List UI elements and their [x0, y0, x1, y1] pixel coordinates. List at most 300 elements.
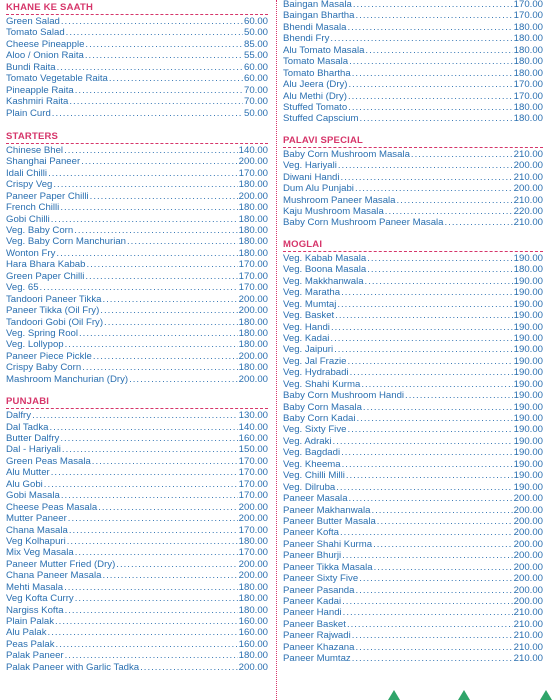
dot-leader — [98, 502, 237, 513]
menu-item — [283, 402, 543, 413]
menu-item-name: Veg. Baby Corn — [6, 225, 74, 236]
dot-leader — [350, 367, 513, 378]
menu-item-price: 180.00 — [238, 593, 268, 605]
menu-item — [283, 550, 543, 561]
menu-item-name: Mushroom Paneer Masala — [283, 194, 396, 206]
menu-item — [6, 294, 268, 305]
menu-item-price: 60.00 — [243, 61, 268, 73]
menu-item — [6, 570, 268, 581]
menu-item-price: 200.00 — [513, 538, 543, 550]
menu-item-name: Stuffed Capscium — [283, 113, 359, 125]
menu-item-name: Green Peas Masala — [6, 455, 91, 467]
menu-item-price: 180.00 — [238, 247, 268, 259]
menu-item-price: 170.00 — [513, 10, 543, 22]
dot-leader — [373, 539, 513, 550]
dot-leader — [127, 236, 238, 247]
dot-leader — [67, 536, 238, 547]
dot-leader — [355, 642, 512, 653]
menu-item — [6, 582, 268, 593]
menu-item — [6, 339, 268, 350]
menu-item-price: 190.00 — [513, 275, 543, 287]
menu-item — [283, 253, 543, 264]
menu-item-name: Veg. Boona Masala — [283, 264, 367, 276]
dot-leader — [102, 294, 237, 305]
menu-item-name: Bhendi Masala — [283, 21, 347, 33]
menu-item — [283, 113, 543, 124]
menu-item — [6, 225, 268, 236]
section-items — [283, 253, 543, 665]
menu-item-name: Mutter Paneer — [6, 513, 67, 525]
menu-item-name: Mashroom Manchurian (Dry) — [6, 373, 129, 385]
menu-item — [6, 271, 268, 282]
menu-item — [6, 605, 268, 616]
menu-item-price: 180.00 — [238, 236, 268, 248]
menu-item — [283, 527, 543, 538]
dot-leader — [342, 459, 513, 470]
dot-leader — [343, 607, 513, 618]
menu-item-name: Veg. Spring Rool — [6, 327, 78, 339]
dot-leader — [330, 33, 512, 44]
menu-item-name: Veg Kolhapuri — [6, 535, 66, 547]
menu-item — [6, 433, 268, 444]
menu-item-price: 180.00 — [238, 179, 268, 191]
dot-leader — [342, 596, 513, 607]
menu-item — [283, 310, 543, 321]
menu-item — [283, 276, 543, 287]
dot-leader — [102, 570, 237, 581]
dot-leader — [69, 96, 243, 107]
menu-item-price: 50.00 — [243, 107, 268, 119]
dot-leader — [75, 547, 238, 558]
menu-item-name: Veg. Dilruba — [283, 481, 336, 493]
menu-item-price: 200.00 — [513, 550, 543, 562]
menu-item-name: Palak Paneer — [6, 650, 64, 662]
menu-item — [6, 410, 268, 421]
menu-item-name: Peas Palak — [6, 638, 55, 650]
menu-item — [283, 562, 543, 573]
dot-leader — [85, 50, 243, 61]
menu-item-price: 210.00 — [513, 217, 543, 229]
menu-item-price: 170.00 — [238, 270, 268, 282]
dot-leader — [342, 550, 513, 561]
menu-item-name: Butter Dalfry — [6, 433, 60, 444]
menu-item-name: Veg Kofta Curry — [6, 593, 74, 605]
menu-item-name: Paneer Mutter Fried (Dry) — [6, 558, 116, 570]
dot-leader — [104, 317, 238, 328]
dot-leader — [411, 149, 513, 160]
menu-item-name: Cheese Peas Masala — [6, 501, 98, 513]
menu-item — [6, 248, 268, 259]
menu-item-name: Palak Paneer with Garlic Tadka — [6, 661, 140, 673]
dot-leader — [79, 328, 238, 339]
menu-item — [6, 374, 268, 385]
menu-item-name: Dum Alu Punjabi — [283, 183, 354, 195]
menu-item-price: 170.00 — [513, 90, 543, 102]
menu-item — [283, 630, 543, 641]
menu-item-price: 200.00 — [238, 570, 268, 582]
menu-item-name: Paneer Paper Chilli — [6, 190, 89, 202]
menu-item-name: Kashmiri Raita — [6, 96, 69, 108]
menu-item-name: Green Salad — [6, 16, 60, 27]
menu-item — [6, 536, 268, 547]
menu-item — [6, 50, 268, 61]
menu-item — [6, 282, 268, 293]
menu-item-price: 180.00 — [513, 44, 543, 56]
menu-item-name: Chinese Bhel — [6, 144, 64, 156]
menu-item-price: 200.00 — [513, 493, 543, 505]
menu-item-price: 200.00 — [238, 156, 268, 168]
dot-leader — [335, 310, 512, 321]
dot-leader — [93, 351, 238, 362]
menu-item — [283, 516, 543, 527]
menu-item-name: Gobi Chilli — [6, 213, 50, 225]
dot-leader — [360, 113, 513, 124]
menu-item — [283, 482, 543, 493]
dot-leader — [92, 456, 238, 467]
menu-item-name: Veg. Lollypop — [6, 339, 64, 351]
menu-item-price: 190.00 — [513, 344, 543, 356]
menu-item — [283, 653, 543, 664]
dot-leader — [349, 493, 513, 504]
section-items — [6, 145, 268, 385]
dot-leader — [330, 333, 512, 344]
menu-item-name: Paneer Kadai — [283, 596, 342, 607]
menu-item-price: 180.00 — [513, 67, 543, 79]
menu-item — [6, 525, 268, 536]
menu-item-name: Plain Curd — [6, 107, 51, 119]
dot-leader — [355, 10, 512, 21]
section-heading: PUNJABI — [6, 396, 268, 409]
menu-item-name: Veg. Kabab Masala — [283, 252, 367, 264]
menu-item — [283, 68, 543, 79]
leaf-ornament-icon — [388, 690, 400, 700]
menu-item-price: 180.00 — [238, 535, 268, 547]
menu-item-price: 210.00 — [513, 641, 543, 653]
menu-item-price: 170.00 — [513, 79, 543, 91]
dot-leader — [337, 299, 512, 310]
menu-item-name: Idali Chilli — [6, 167, 48, 179]
menu-item — [283, 172, 543, 183]
dot-leader — [53, 179, 237, 190]
dot-leader — [75, 85, 243, 96]
menu-item-name: Paneer Mumtaz — [283, 653, 351, 665]
menu-item-name: Tomato Vegetable Raita — [6, 73, 108, 85]
menu-item — [283, 573, 543, 584]
menu-item-name: Veg. Shahi Kurma — [283, 378, 361, 390]
menu-item-price: 210.00 — [513, 653, 543, 665]
dot-leader — [109, 73, 243, 84]
menu-item — [6, 467, 268, 478]
menu-item — [6, 145, 268, 156]
dot-leader — [341, 172, 513, 183]
menu-item-price: 160.00 — [238, 433, 268, 444]
menu-item-price: 170.00 — [238, 282, 268, 294]
menu-item-name: Veg. Kadai — [283, 332, 330, 344]
menu-item — [6, 16, 268, 27]
menu-item-name: Paneer Sixty Five — [283, 573, 359, 585]
section-items — [283, 0, 543, 125]
menu-item-price: 200.00 — [238, 305, 268, 317]
menu-item-name: Veg. Adraki — [283, 435, 332, 447]
dot-leader — [82, 362, 237, 373]
dot-leader — [405, 390, 513, 401]
menu-item — [283, 45, 543, 56]
dot-leader — [56, 248, 237, 259]
menu-item — [283, 160, 543, 171]
dot-leader — [56, 639, 238, 650]
menu-item-price: 190.00 — [513, 367, 543, 379]
menu-item-price: 170.00 — [238, 524, 268, 536]
dot-leader — [367, 253, 512, 264]
menu-item — [283, 413, 543, 424]
dot-leader — [66, 27, 243, 38]
menu-item-name: Tandoori Paneer Tikka — [6, 293, 102, 305]
dot-leader — [100, 305, 237, 316]
dot-leader — [347, 424, 512, 435]
menu-item — [283, 56, 543, 67]
menu-item — [6, 191, 268, 202]
menu-item-price: 210.00 — [513, 607, 543, 619]
menu-item — [283, 459, 543, 470]
menu-item — [283, 102, 543, 113]
dot-leader — [64, 145, 238, 156]
menu-item — [6, 85, 268, 96]
menu-item — [283, 539, 543, 550]
dot-leader — [86, 259, 237, 270]
menu-item — [6, 108, 268, 119]
menu-item-price: 210.00 — [513, 630, 543, 642]
section-khane-ke-saath — [6, 2, 268, 119]
dot-leader — [348, 91, 513, 102]
menu-item-price: 190.00 — [513, 252, 543, 264]
menu-item — [283, 493, 543, 504]
menu-item-price: 200.00 — [238, 661, 268, 673]
menu-item-price: 190.00 — [513, 310, 543, 322]
dot-leader — [90, 191, 238, 202]
dot-leader — [348, 102, 512, 113]
menu-item-name: Paneer Bhurji — [283, 550, 342, 562]
menu-left-column — [6, 0, 268, 673]
menu-item-name: Veg. 65 — [6, 282, 39, 294]
menu-item — [6, 593, 268, 604]
dot-leader — [352, 630, 513, 641]
menu-item-price: 180.00 — [238, 339, 268, 351]
menu-item-price: 190.00 — [513, 435, 543, 447]
menu-item — [283, 217, 543, 228]
menu-item — [283, 79, 543, 90]
menu-item-name: Tomato Salad — [6, 27, 65, 39]
menu-item-name: Paneer Kofta — [283, 527, 340, 539]
menu-item — [283, 596, 543, 607]
menu-item-name: Dal - Hariyali — [6, 444, 61, 456]
menu-item — [6, 73, 268, 84]
menu-item-price: 160.00 — [238, 638, 268, 650]
dot-leader — [374, 562, 513, 573]
menu-item-price: 180.00 — [513, 33, 543, 45]
menu-item-name: Hara Bhara Kabab — [6, 259, 86, 271]
menu-item-price: 160.00 — [238, 627, 268, 639]
menu-item-price: 200.00 — [513, 584, 543, 596]
menu-item — [6, 351, 268, 362]
menu-item-name: Paneer Khazana — [283, 641, 355, 653]
menu-item-price: 200.00 — [238, 350, 268, 362]
dot-leader — [397, 195, 513, 206]
menu-item — [283, 149, 543, 160]
menu-item-price: 190.00 — [513, 321, 543, 333]
menu-item — [6, 650, 268, 661]
menu-item — [283, 424, 543, 435]
menu-item-price: 70.00 — [243, 84, 268, 96]
menu-item-name: Baby Corn Mushroom Masala — [283, 148, 410, 160]
dot-leader — [355, 183, 513, 194]
menu-item-name: Mix Veg Masala — [6, 547, 74, 559]
menu-item-name: Mehti Masala — [6, 581, 64, 593]
menu-item-price: 140.00 — [238, 144, 268, 156]
dot-leader — [338, 160, 513, 171]
menu-item-name: Paneer Basket — [283, 618, 346, 630]
dot-leader — [48, 168, 238, 179]
leaf-ornament-icon — [458, 690, 470, 700]
section-punjabi — [6, 396, 268, 673]
menu-item-name: Baby Corn Mushroom Paneer Masala — [283, 217, 444, 229]
menu-item-name: Alu Methi (Dry) — [283, 90, 347, 102]
menu-item-name: Dal Tadka — [6, 421, 49, 433]
menu-item — [6, 179, 268, 190]
menu-item-name: French Chilli — [6, 202, 60, 214]
menu-item-price: 170.00 — [238, 467, 268, 479]
menu-item — [283, 195, 543, 206]
menu-item-price: 170.00 — [513, 0, 543, 10]
menu-item-name: Plain Palak — [6, 616, 54, 627]
menu-item-name: Veg. Handi — [283, 321, 330, 333]
menu-item-price: 190.00 — [513, 458, 543, 470]
menu-item-price: 190.00 — [513, 481, 543, 493]
menu-item — [6, 502, 268, 513]
menu-item-name: Baby Corn Kadai — [283, 413, 356, 424]
menu-item — [283, 642, 543, 653]
menu-item-price: 70.00 — [243, 96, 268, 108]
dot-leader — [62, 444, 238, 455]
menu-item-price: 190.00 — [513, 355, 543, 367]
column-divider — [276, 0, 277, 700]
menu-item — [283, 367, 543, 378]
menu-item — [6, 168, 268, 179]
menu-item-price: 170.00 — [238, 490, 268, 502]
menu-item — [283, 470, 543, 481]
dot-leader — [352, 68, 513, 79]
menu-item — [6, 62, 268, 73]
dot-leader — [32, 410, 238, 421]
menu-item-price: 180.00 — [513, 21, 543, 33]
menu-item-name: Tomato Masala — [283, 56, 349, 68]
menu-item-price: 190.00 — [513, 298, 543, 310]
menu-item — [283, 322, 543, 333]
menu-item-price: 200.00 — [238, 558, 268, 570]
menu-item — [6, 236, 268, 247]
leaf-ornament-icon — [540, 690, 552, 700]
menu-item — [283, 436, 543, 447]
menu-item-name: Kaju Mushroom Masala — [283, 206, 384, 217]
menu-item — [283, 33, 543, 44]
menu-item-price: 180.00 — [238, 327, 268, 339]
dot-leader — [61, 490, 238, 501]
menu-item-name: Cheese Pineapple — [6, 38, 85, 50]
section-items — [283, 149, 543, 229]
menu-item-name: Veg. Hydrabadi — [283, 367, 349, 379]
menu-item — [283, 390, 543, 401]
dot-leader — [363, 402, 513, 413]
dot-leader — [48, 627, 238, 638]
menu-item-price: 200.00 — [238, 513, 268, 525]
menu-item-price: 200.00 — [513, 160, 543, 172]
menu-item-name: Paneer Rajwadi — [283, 630, 351, 642]
menu-item — [283, 264, 543, 275]
menu-item-name: Veg. Kheema — [283, 458, 341, 470]
dot-leader — [85, 271, 237, 282]
menu-item-name: Paneer Tikka (Oil Fry) — [6, 305, 100, 317]
menu-item-name: Alu Mutter — [6, 467, 50, 479]
menu-item — [6, 639, 268, 650]
section-items — [6, 16, 268, 119]
dot-leader — [377, 516, 513, 527]
menu-item-name: Paneer Masala — [283, 493, 348, 505]
menu-item-name: Veg. Chilli Milli — [283, 470, 345, 482]
menu-item-price: 180.00 — [238, 316, 268, 328]
dot-leader — [116, 559, 237, 570]
menu-item-name: Tomato Bhartha — [283, 67, 351, 79]
menu-item-name: Bhendi Fry — [283, 33, 330, 45]
menu-item — [6, 456, 268, 467]
menu-item-price: 190.00 — [513, 424, 543, 436]
dot-leader — [347, 619, 513, 630]
menu-item-name: Alu Jeera (Dry) — [283, 79, 348, 91]
menu-item — [283, 333, 543, 344]
menu-item — [6, 559, 268, 570]
dot-leader — [81, 156, 238, 167]
menu-item — [6, 513, 268, 524]
section-heading: STARTERS — [6, 131, 268, 144]
menu-item — [6, 39, 268, 50]
dot-leader — [365, 276, 513, 287]
menu-item-price: 200.00 — [513, 561, 543, 573]
menu-item-price: 180.00 — [238, 362, 268, 374]
section-palavi-special — [283, 135, 543, 229]
menu-item-price: 200.00 — [513, 504, 543, 516]
menu-item-price: 200.00 — [238, 373, 268, 385]
menu-item-price: 180.00 — [513, 264, 543, 276]
dot-leader — [140, 662, 238, 673]
menu-item — [283, 206, 543, 217]
menu-item-name: Dalfry — [6, 410, 32, 422]
menu-item-name: Tandoori Gobi (Oil Fry) — [6, 316, 104, 328]
menu-item-price: 180.00 — [238, 225, 268, 236]
dot-leader — [367, 264, 512, 275]
menu-item-name: Paneer Butter Masala — [283, 515, 376, 527]
menu-item — [6, 662, 268, 673]
dot-leader — [52, 108, 243, 119]
menu-item-price: 170.00 — [238, 455, 268, 467]
menu-item — [6, 317, 268, 328]
dot-leader — [349, 56, 513, 67]
menu-item — [283, 505, 543, 516]
menu-item-name: Veg. Makkhanwala — [283, 275, 364, 287]
menu-item — [6, 444, 268, 455]
menu-item — [283, 379, 543, 390]
menu-item-name: Alu Tomato Masala — [283, 44, 365, 56]
section-items — [6, 410, 268, 673]
menu-item-name: Veg. Mumtaj — [283, 298, 337, 310]
dot-leader — [65, 650, 238, 661]
